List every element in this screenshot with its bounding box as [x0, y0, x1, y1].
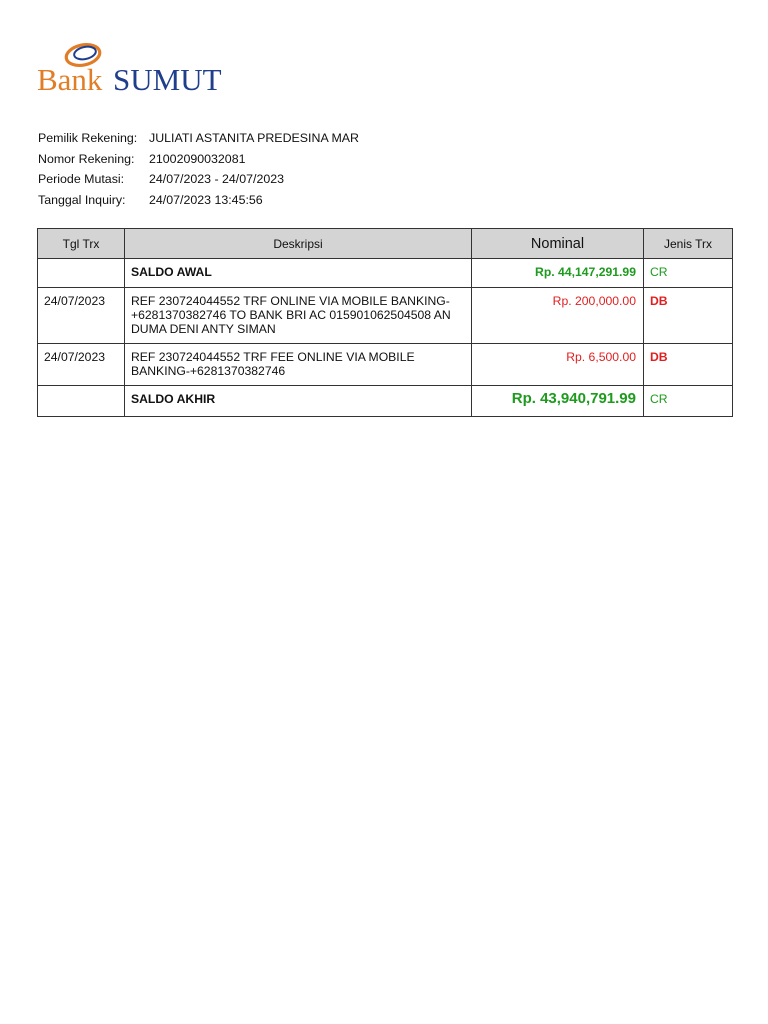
owner-label: Pemilik Rekening: [38, 131, 138, 145]
info-row-period [38, 169, 359, 190]
table-row [38, 259, 733, 288]
row-description: REF 230724044552 TRF ONLINE VIA MOBILE BANKING-+6281370382746 TO BANK BRI AC 015901062504508 AN DUMA DENI ANTY SIMAN [125, 288, 472, 344]
row-type: DB [644, 288, 733, 344]
logo-sumut-text: SUMUT [113, 62, 222, 97]
transaction-table [37, 228, 733, 417]
row-date [38, 386, 125, 417]
row-description: SALDO AKHIR [125, 386, 472, 417]
bank-logo [37, 33, 247, 97]
row-date: 24/07/2023 [38, 344, 125, 386]
account-info [38, 128, 359, 210]
row-type: DB [644, 344, 733, 386]
row-type: CR [644, 259, 733, 288]
info-row-owner [38, 128, 359, 149]
account-number-value: 21002090032081 [149, 151, 246, 166]
header-nominal: Nominal [472, 229, 644, 259]
inquiry-date-label: Tanggal Inquiry: [38, 192, 126, 207]
row-nominal: Rp. 200,000.00 [472, 288, 644, 344]
info-row-inquiry-date [38, 190, 359, 211]
row-nominal: Rp. 44,147,291.99 [472, 259, 644, 288]
row-date: 24/07/2023 [38, 288, 125, 344]
table-header-row [38, 229, 733, 259]
inquiry-date-value: 24/07/2023 13:45:56 [149, 192, 263, 207]
row-date [38, 259, 125, 288]
header-description: Deskripsi [125, 229, 472, 259]
row-nominal: Rp. 6,500.00 [472, 344, 644, 386]
period-value: 24/07/2023 - 24/07/2023 [149, 172, 285, 187]
logo-bank-text: Bank [37, 62, 103, 97]
table-row [38, 386, 733, 417]
row-description: REF 230724044552 TRF FEE ONLINE VIA MOBILE BANKING-+6281370382746 [125, 344, 472, 386]
row-nominal: Rp. 43,940,791.99 [472, 386, 644, 417]
header-date: Tgl Trx [38, 229, 125, 259]
bank-sumut-logo-icon [37, 33, 247, 97]
owner-value: JULIATI ASTANITA PREDESINA MAR [149, 131, 359, 145]
table-row [38, 344, 733, 386]
header-type: Jenis Trx [644, 229, 733, 259]
table-row [38, 288, 733, 344]
period-label: Periode Mutasi: [38, 172, 125, 187]
account-number-label: Nomor Rekening: [38, 151, 135, 166]
info-row-account-number [38, 149, 359, 170]
row-type: CR [644, 386, 733, 417]
row-description: SALDO AWAL [125, 259, 472, 288]
